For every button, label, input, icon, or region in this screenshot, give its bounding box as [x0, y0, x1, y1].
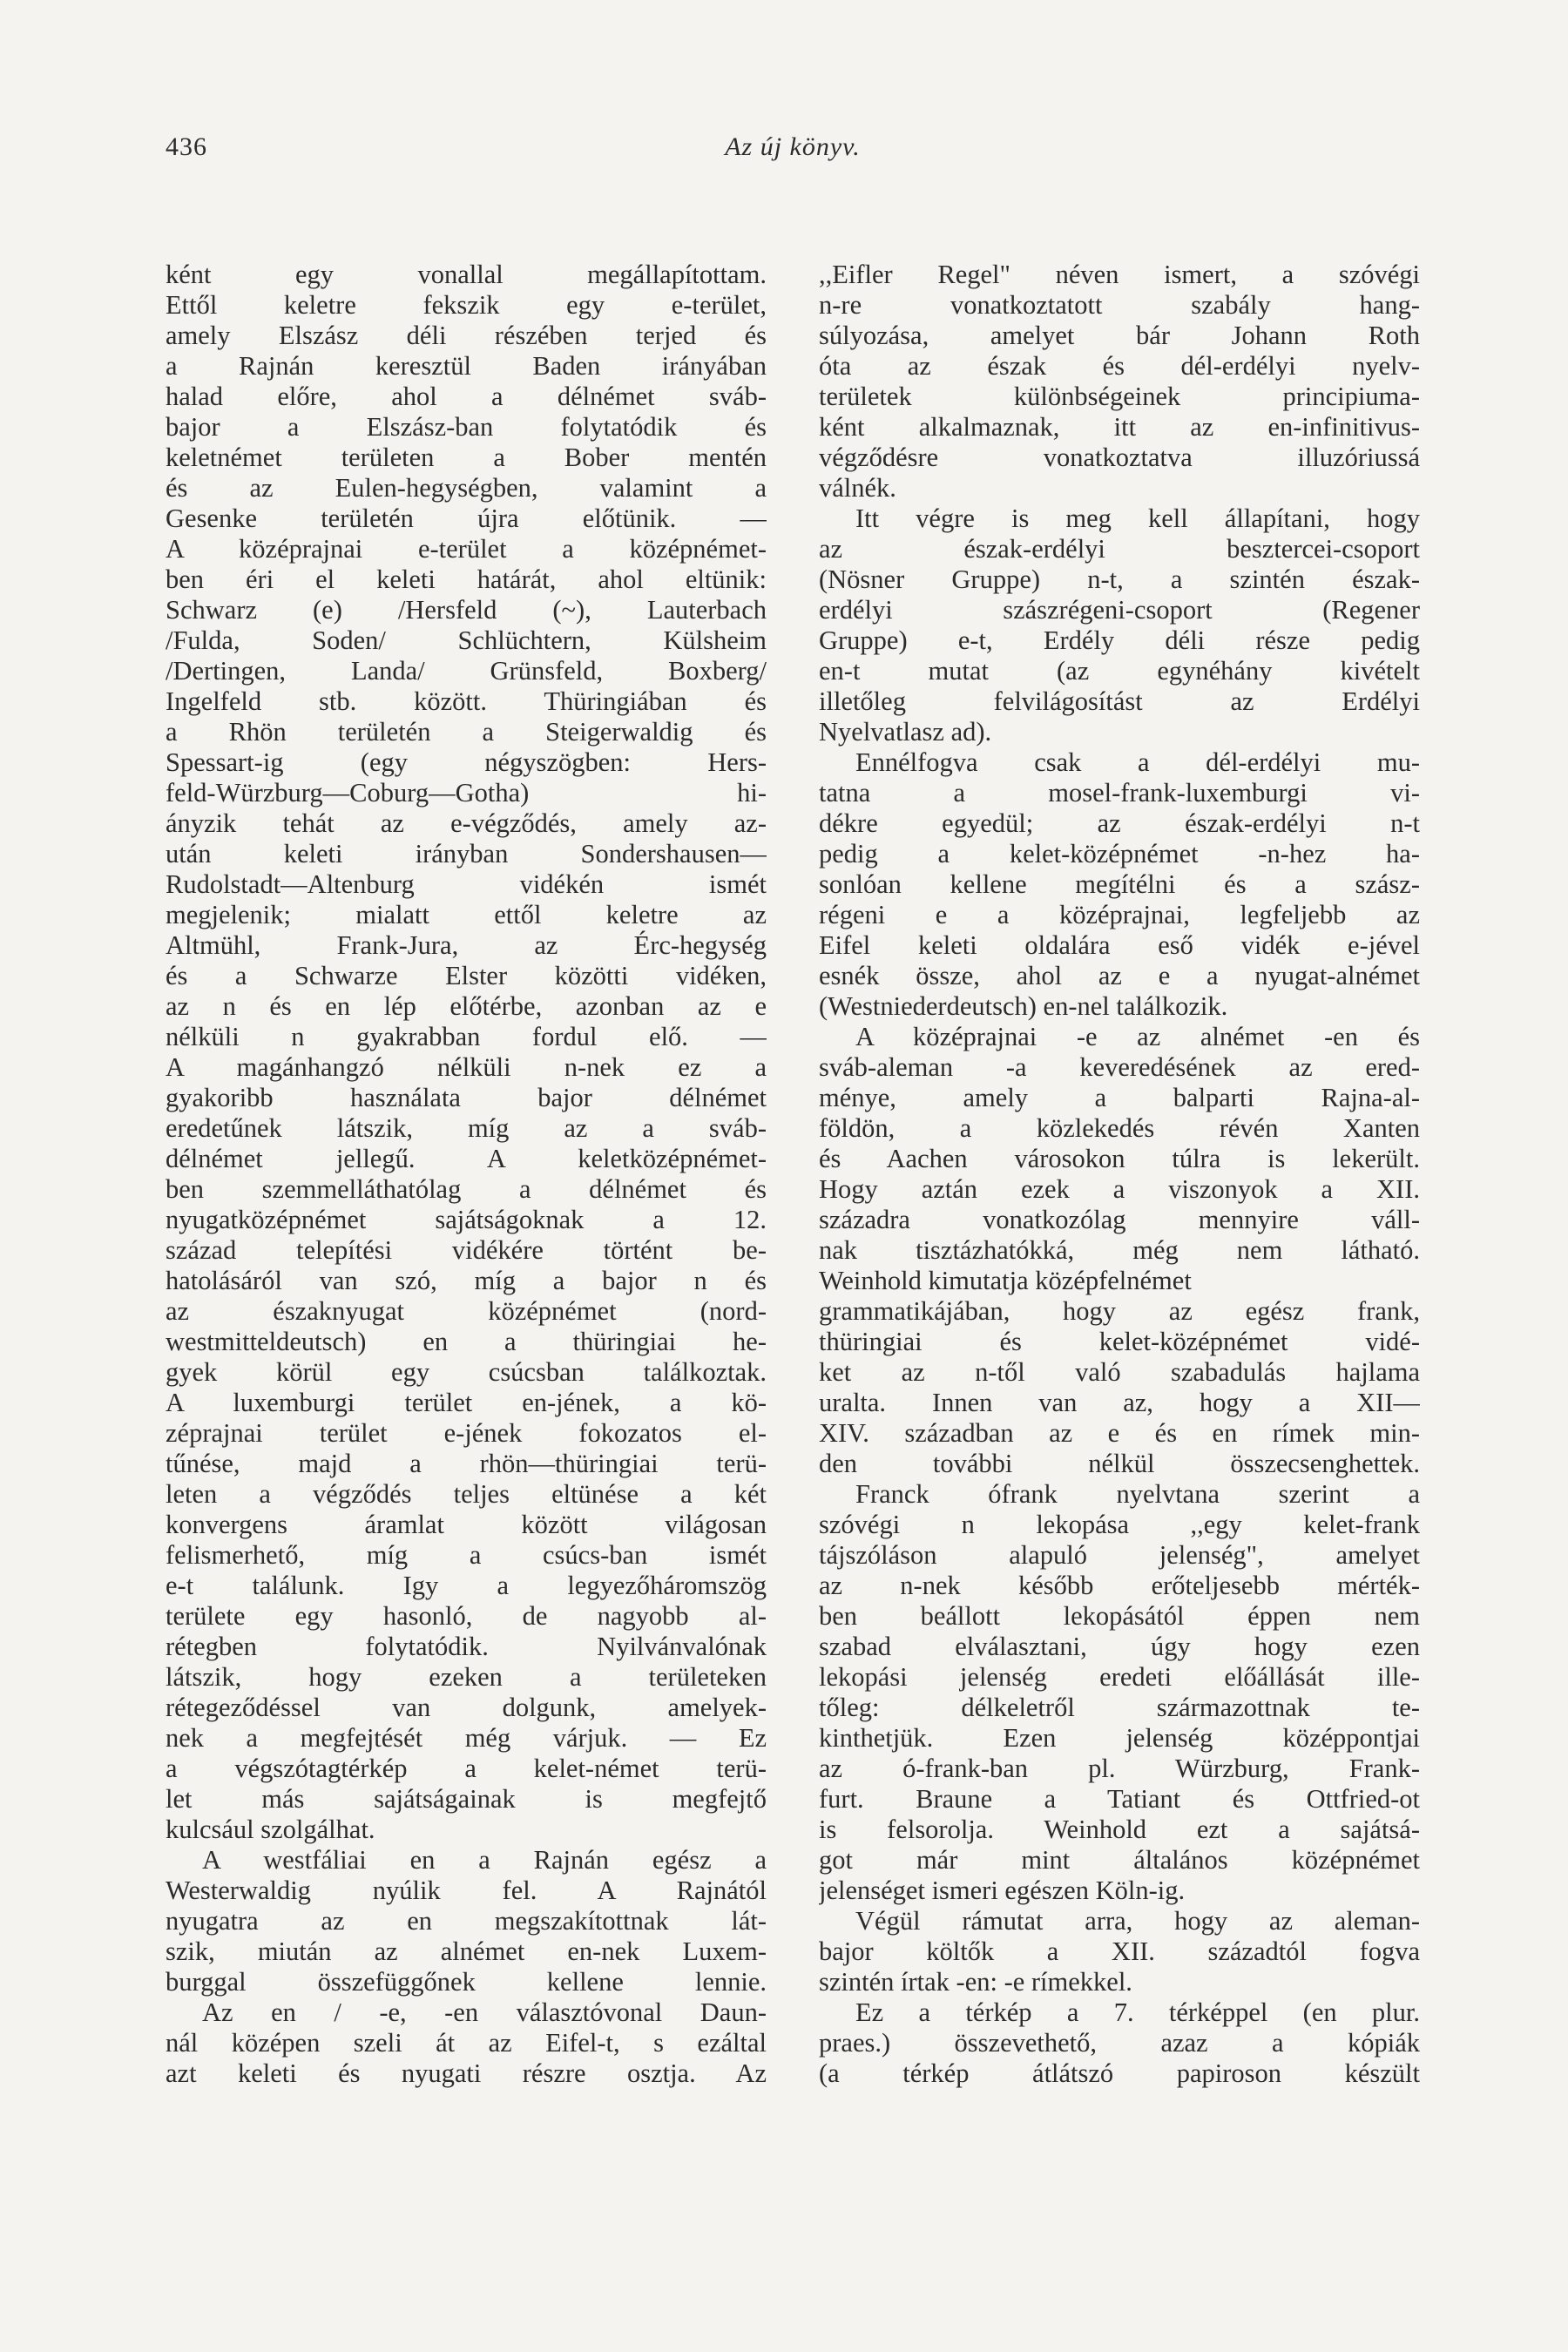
- text-line: Hogy aztán ezek a viszonyok a XII.: [819, 1174, 1420, 1204]
- text-line: pedig a kelet-középnémet -n-hez ha-: [819, 839, 1420, 868]
- text-line: az északnyugat középnémet (nord-: [166, 1296, 767, 1326]
- text-line: praes.) összevethető, azaz a kópiák: [819, 2028, 1420, 2058]
- text-line: ányzik tehát az e-végződés, amely az-: [166, 808, 767, 838]
- text-line: Schwarz (e) /Hersfeld (~), Lauterbach: [166, 595, 767, 625]
- text-line: (Nösner Gruppe) n-t, a szintén észak-: [819, 564, 1420, 594]
- text-line: Gruppe) e-t, Erdély déli része pedig: [819, 625, 1420, 655]
- text-line: sváb-aleman -a keveredésének az ered-: [819, 1052, 1420, 1082]
- text-line: bajor a Elszász-ban folytatódik és: [166, 412, 767, 442]
- text-line: végződésre vonatkoztatva illuzóriussá: [819, 443, 1420, 472]
- text-line: Eifel keleti oldalára eső vidék e-jével: [819, 930, 1420, 960]
- text-line: en-t mutat (az egynéhány kivételt: [819, 656, 1420, 686]
- text-line: zéprajnai terület e-jének fokozatos el-: [166, 1418, 767, 1448]
- text-line: nyugatközépnémet sajátságoknak a 12.: [166, 1205, 767, 1234]
- text-line: földön, a közlekedés révén Xanten: [819, 1113, 1420, 1143]
- text-line: az ó-frank-ban pl. Würzburg, Frank-: [819, 1754, 1420, 1783]
- text-line: Ingelfeld stb. között. Thüringiában és: [166, 686, 767, 716]
- text-line: /Fulda, Soden/ Schlüchtern, Külsheim: [166, 625, 767, 655]
- text-line: ben beállott lekopásától éppen nem: [819, 1601, 1420, 1631]
- text-line: szabad elválasztani, úgy hogy ezen: [819, 1632, 1420, 1661]
- text-line: esnék össze, ahol az e a nyugat-alnémet: [819, 961, 1420, 990]
- text-column-right: [819, 260, 1420, 2089]
- text-line: A középrajnai e-terület a középnémet-: [166, 534, 767, 564]
- text-line: nyugatra az en megszakítottnak lát-: [166, 1906, 767, 1936]
- text-line: eredetűnek látszik, míg az a sváb-: [166, 1113, 767, 1143]
- text-line: A magánhangzó nélküli n-nek ez a: [166, 1052, 767, 1082]
- text-line: a Rajnán keresztül Baden irányában: [166, 351, 767, 381]
- text-line: (a térkép átlátszó papiroson készült: [819, 2058, 1420, 2088]
- text-line: amely Elszász déli részében terjed és: [166, 321, 767, 350]
- text-line: területek különbségeinek principiuma-: [819, 382, 1420, 411]
- text-line: kinthetjük. Ezen jelenség középpontjai: [819, 1723, 1420, 1753]
- text-line: tatna a mosel-frank-luxemburgi vi-: [819, 778, 1420, 808]
- text-line: nek a megfejtését még várjuk. — Ez: [166, 1723, 767, 1753]
- text-line: Gesenke területén újra előtünik. —: [166, 504, 767, 533]
- text-line: megjelenik; mialatt ettől keletre az: [166, 900, 767, 929]
- text-line: ménye, amely a balparti Rajna-al-: [819, 1083, 1420, 1112]
- text-line: Spessart-ig (egy négyszögben: Hers-: [166, 747, 767, 777]
- text-line: bajor költők a XII. századtól fogva: [819, 1936, 1420, 1966]
- text-column-left: [166, 260, 767, 2089]
- text-line: westmitteldeutsch) en a thüringiai he-: [166, 1327, 767, 1356]
- text-line: szóvégi n lekopása ,,egy kelet-frank: [819, 1510, 1420, 1539]
- text-line: A luxemburgi terület en-jének, a kö-: [166, 1388, 767, 1417]
- text-line: Ennélfogva csak a dél-erdélyi mu-: [855, 747, 1420, 777]
- text-line: is felsorolja. Weinhold ezt a sajátsá-: [819, 1815, 1420, 1844]
- text-line: erdélyi szászrégeni-csoport (Regener: [819, 595, 1420, 625]
- text-line: régeni e a középrajnai, legfeljebb az: [819, 900, 1420, 929]
- text-line: A középrajnai -e az alnémet -en és: [855, 1022, 1420, 1051]
- text-line: ként egy vonallal megállapítottam.: [166, 260, 767, 289]
- text-line: tájszóláson alapuló jelenség", amelyet: [819, 1540, 1420, 1570]
- text-line: gyek körül egy csúcsban találkoztak.: [166, 1357, 767, 1387]
- text-line: Végül rámutat arra, hogy az aleman-: [855, 1906, 1420, 1936]
- text-line: furt. Braune a Tatiant és Ottfried-ot: [819, 1784, 1420, 1814]
- text-line: nak tisztázhatókká, még nem látható.: [819, 1235, 1420, 1265]
- text-line: század telepítési vidékére történt be-: [166, 1235, 767, 1265]
- text-line: tőleg: délkeletről származottnak te-: [819, 1693, 1420, 1722]
- text-line: halad előre, ahol a délnémet sváb-: [166, 382, 767, 411]
- text-line: területe egy hasonló, de nagyobb al-: [166, 1601, 767, 1631]
- text-line: grammatikájában, hogy az egész frank,: [819, 1296, 1420, 1326]
- text-line: századra vonatkozólag mennyire váll-: [819, 1205, 1420, 1234]
- text-line: délnémet jellegű. A keletközépnémet-: [166, 1144, 767, 1173]
- text-line: illetőleg felvilágosítást az Erdélyi: [819, 686, 1420, 716]
- text-line: rétegben folytatódik. Nyilvánvalónak: [166, 1632, 767, 1661]
- text-line: rétegeződéssel van dolgunk, amelyek-: [166, 1693, 767, 1722]
- text-line: ket az n-től való szabadulás hajlama: [819, 1357, 1420, 1387]
- text-line: azt keleti és nyugati részre osztja. Az: [166, 2058, 767, 2088]
- text-line: sonlóan kellene megítélni és a szász-: [819, 869, 1420, 899]
- text-line: és az Eulen-hegységben, valamint a: [166, 473, 767, 503]
- text-line: thüringiai és kelet-középnémet vidé-: [819, 1327, 1420, 1356]
- text-line: leten a végződés teljes eltünése a két: [166, 1479, 767, 1509]
- text-line: burggal összefüggőnek kellene lennie.: [166, 1967, 767, 1997]
- text-line: hatolásáról van szó, míg a bajor n és: [166, 1266, 767, 1295]
- text-line: nélküli n gyakrabban fordul elő. —: [166, 1022, 767, 1051]
- text-line: ként alkalmaznak, itt az en-infinitivus-: [819, 412, 1420, 442]
- text-line: Az en / -e, -en választóvonal Daun-: [202, 1997, 767, 2027]
- text-line: Weinhold kimutatja középfelnémet: [819, 1266, 1192, 1295]
- text-line: nál középen szeli át az Eifel-t, s ezáltal: [166, 2028, 767, 2058]
- text-line: den további nélkül összecsenghettek.: [819, 1449, 1420, 1478]
- text-line: konvergens áramlat között világosan: [166, 1510, 767, 1539]
- text-line: jelenséget ismeri egészen Köln-ig.: [819, 1876, 1186, 1905]
- text-line: a Rhön területén a Steigerwaldig és: [166, 717, 767, 747]
- text-line: e-t találunk. Igy a legyezőháromszög: [166, 1571, 767, 1600]
- text-line: ben szemmelláthatólag a délnémet és: [166, 1174, 767, 1204]
- text-line: Rudolstadt—Altenburg vidékén ismét: [166, 869, 767, 899]
- text-line: gyakoribb használata bajor délnémet: [166, 1083, 767, 1112]
- text-line: Nyelvatlasz ad).: [819, 717, 992, 747]
- text-line: got már mint általános középnémet: [819, 1845, 1420, 1875]
- text-line: súlyozása, amelyet bár Johann Roth: [819, 321, 1420, 350]
- text-line: keletnémet területen a Bober mentén: [166, 443, 767, 472]
- text-line: XIV. században az e és en rímek min-: [819, 1418, 1420, 1448]
- text-line: válnék.: [819, 473, 896, 503]
- text-line: A westfáliai en a Rajnán egész a: [202, 1845, 767, 1875]
- page-number: 436: [166, 132, 207, 161]
- text-line: Westerwaldig nyúlik fel. A Rajnától: [166, 1876, 767, 1905]
- text-line: szik, miután az alnémet en-nek Luxem-: [166, 1936, 767, 1966]
- text-line: uralta. Innen van az, hogy a XII—: [819, 1388, 1420, 1417]
- text-line: Franck ófrank nyelvtana szerint a: [855, 1479, 1420, 1509]
- text-line: Altmühl, Frank-Jura, az Érc-hegység: [166, 930, 767, 960]
- text-line: /Dertingen, Landa/ Grünsfeld, Boxberg/: [166, 656, 767, 686]
- text-line: (Westniederdeutsch) en-nel találkozik.: [819, 991, 1228, 1021]
- text-line: Ettől keletre fekszik egy e-terület,: [166, 290, 767, 320]
- text-line: ben éri el keleti határát, ahol eltünik:: [166, 564, 767, 594]
- text-line: után keleti irányban Sondershausen—: [166, 839, 767, 868]
- text-line: felismerhető, míg a csúcs-ban ismét: [166, 1540, 767, 1570]
- text-line: az n és en lép előtérbe, azonban az e: [166, 991, 767, 1021]
- text-line: kulcsául szolgálhat.: [166, 1815, 375, 1844]
- text-line: az n-nek később erőteljesebb mérték-: [819, 1571, 1420, 1600]
- text-line: a végszótagtérkép a kelet-német terü-: [166, 1754, 767, 1783]
- text-line: az észak-erdélyi besztercei-csoport: [819, 534, 1420, 564]
- text-line: lekopási jelenség eredeti előállását ille-: [819, 1662, 1420, 1692]
- text-line: és a Schwarze Elster közötti vidéken,: [166, 961, 767, 990]
- page-header: [166, 132, 1420, 185]
- text-line: ,,Eifler Regel" néven ismert, a szóvégi: [819, 260, 1420, 289]
- text-line: és Aachen városokon túlra is lekerült.: [819, 1144, 1420, 1173]
- text-line: óta az észak és dél-erdélyi nyelv-: [819, 351, 1420, 381]
- text-line: tűnése, majd a rhön—thüringiai terü-: [166, 1449, 767, 1478]
- text-line: let más sajátságainak is megfejtő: [166, 1784, 767, 1814]
- text-line: n-re vonatkoztatott szabály hang-: [819, 290, 1420, 320]
- running-title: Az új könyv.: [725, 132, 861, 161]
- text-line: szintén írtak -en: -e rímekkel.: [819, 1967, 1132, 1997]
- text-line: dékre egyedül; az észak-erdélyi n-t: [819, 808, 1420, 838]
- text-line: Itt végre is meg kell állapítani, hogy: [855, 504, 1420, 533]
- text-line: Ez a térkép a 7. térképpel (en plur.: [855, 1997, 1420, 2027]
- text-line: látszik, hogy ezeken a területeken: [166, 1662, 767, 1692]
- text-line: feld-Würzburg—Coburg—Gotha) hi-: [166, 778, 767, 808]
